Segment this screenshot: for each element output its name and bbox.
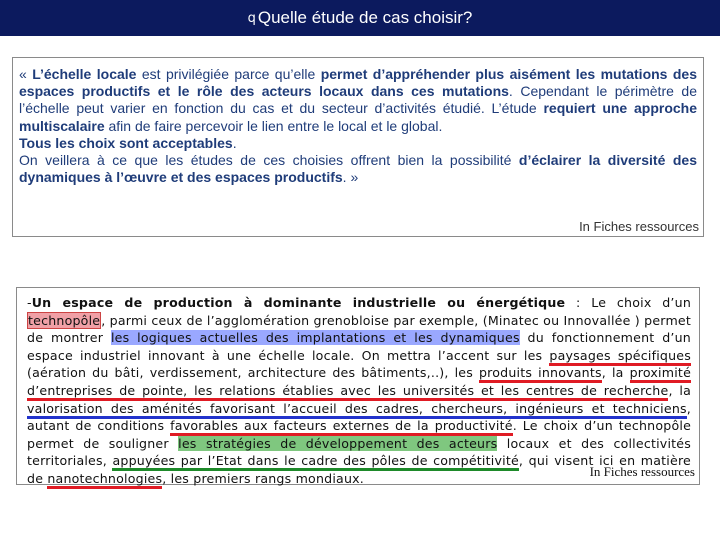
- highlight-strategies: les stratégies de développement des acteurs: [178, 435, 498, 451]
- quote-text-2: . Cependant le périmètre de l’échelle peut varier en fonction du cas et du secteur d’activités étudié. L’étude: [19, 83, 697, 117]
- highlight-technopole: technopôle: [28, 312, 101, 328]
- quote-text-3: afin de faire percevoir le lien entre le local et le global.: [104, 117, 443, 134]
- quote-text-1: est privilégiée parce qu’elle: [136, 66, 321, 82]
- doc-lead-bold: Un espace de production à dominante industrielle ou énergétique: [31, 295, 566, 310]
- doc-text-3: du fonctionnement d’un espace industriel innovant à une échelle locale. On mettra l’accent sur les: [27, 330, 691, 363]
- slide-title: Quelle étude de cas choisir?: [257, 8, 473, 27]
- slide-title-bar: [0, 0, 720, 36]
- underline-appuyees: appuyées par l’Etat dans le cadre des pôles de compétitivité: [112, 453, 518, 471]
- doc-text-11: , les premiers rangs mondiaux.: [162, 470, 364, 486]
- bullet-icon: q: [247, 10, 256, 26]
- underline-paysages: paysages spécifiques: [549, 348, 691, 366]
- quote-bold-echelle: L’échelle locale: [32, 66, 137, 82]
- underline-nanotechnologies: nanotechnologies: [47, 471, 162, 489]
- doc-text-4: (aération du bâti, verdissement, architecture des bâtiments,..), les: [27, 365, 479, 381]
- doc-text-7: , autant de conditions: [27, 400, 691, 434]
- quote-box: [12, 57, 704, 237]
- underline-produits: produits innovants: [479, 365, 602, 383]
- doc-dash: -: [27, 295, 32, 310]
- quote-text-6: . »: [342, 169, 359, 186]
- document-box: [16, 287, 700, 485]
- quote-text-5: On veillera à ce que les études de ces choisies offrent bien la possibilité: [19, 152, 519, 169]
- underline-favorables: favorables aux facteurs externes de la productivité: [170, 418, 513, 436]
- quote-text: [19, 66, 697, 186]
- quote-bold-choix: Tous les choix sont acceptables: [19, 134, 233, 151]
- doc-text-6: , la: [668, 382, 691, 398]
- quote-source: In Fiches ressources: [579, 219, 699, 234]
- quote-text-4: .: [232, 134, 237, 151]
- document-source: In Fiches ressources: [589, 464, 695, 479]
- quote-bold-permet: permet d’appréhender plus aisément les mutations des espaces productifs et le rôle des acteurs locaux dans ces mutations: [19, 66, 697, 100]
- doc-text-2: , parmi ceux de l’agglomération grenobloise par exemple, (Minatec ou Innovallée ) permet de montrer: [27, 312, 691, 346]
- doc-text-1: : Le choix d’un: [565, 295, 692, 310]
- doc-text-10: , qui visent ici en matière de: [27, 453, 692, 486]
- underline-valorisation: valorisation des aménités favorisant l’accueil des cadres, chercheurs, ingénieurs et techniciens: [27, 401, 687, 419]
- quote-bold-eclairer: d’éclairer la diversité des dynamiques à l’œuvre et des espaces productifs: [19, 152, 697, 186]
- doc-text-8: . Le choix d’un technopôle permet de souligner: [27, 418, 692, 451]
- quote-bold-requiert: requiert une approche multiscalaire: [19, 100, 697, 134]
- document-text: [27, 294, 691, 488]
- highlight-logiques: les logiques actuelles des implantations et les dynamiques: [110, 330, 520, 346]
- quote-open: «: [19, 66, 33, 82]
- underline-proximite: proximité d’entreprises de pointe, les relations établies avec les universités et les centres de recherche: [27, 365, 691, 401]
- doc-text-9: locaux et des collectivités territoriales,: [27, 435, 691, 469]
- doc-text-5: , la: [601, 365, 630, 381]
